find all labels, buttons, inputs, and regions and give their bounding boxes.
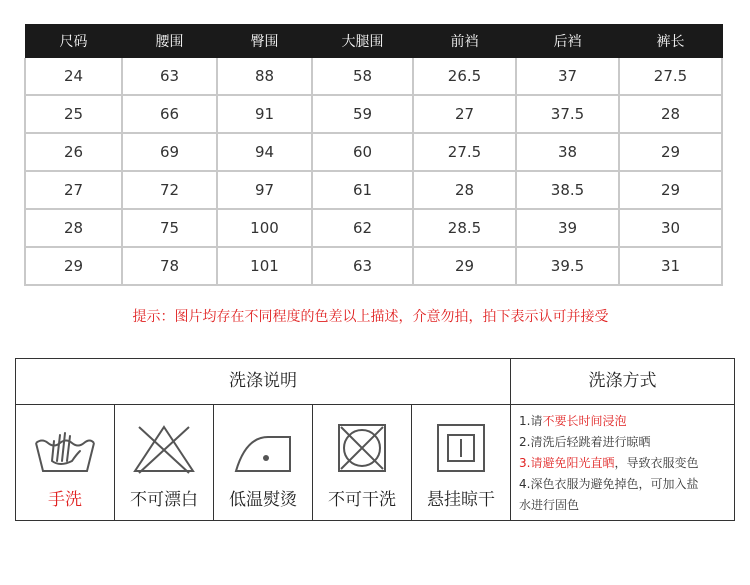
care-item-low-iron <box>214 405 313 521</box>
table-cell: 29 <box>619 171 722 209</box>
care-item-no-bleach <box>115 405 214 521</box>
washing-method-title: 洗涤方式 <box>588 371 657 391</box>
table-cell: 38.5 <box>516 171 619 209</box>
care-item-hang-dry <box>412 405 511 521</box>
table-cell: 78 <box>122 247 217 285</box>
table-cell: 59 <box>312 95 413 133</box>
color-difference-tip: 提示：图片均存在不同程度的色差以上描述，介意勿拍，拍下表示认可并接受 <box>132 309 609 325</box>
table-cell: 28 <box>413 171 516 209</box>
no-bleach-icon <box>129 421 199 477</box>
care-label: 手洗 <box>48 490 82 510</box>
table-cell: 24 <box>25 58 122 95</box>
table-cell: 28.5 <box>413 209 516 247</box>
table-cell: 91 <box>217 95 312 133</box>
care-body <box>16 404 734 521</box>
table-cell: 58 <box>312 58 413 95</box>
table-cell: 66 <box>122 95 217 133</box>
table-cell: 37 <box>516 58 619 95</box>
table-cell: 94 <box>217 133 312 171</box>
header-front-rise: 前裆 <box>413 24 516 58</box>
table-cell: 60 <box>312 133 413 171</box>
table-cell: 28 <box>25 209 122 247</box>
table-row <box>25 133 722 171</box>
size-table-header-row <box>25 24 722 58</box>
table-cell: 27.5 <box>619 58 722 95</box>
table-row <box>25 209 722 247</box>
table-row <box>25 247 722 285</box>
header-waist: 腰围 <box>122 24 217 58</box>
table-cell: 31 <box>619 247 722 285</box>
no-dry-clean-icon <box>327 421 397 477</box>
care-item-hand-wash <box>16 405 115 521</box>
table-cell: 62 <box>312 209 413 247</box>
note-4-line-2: 水进行固色 <box>519 498 580 512</box>
table-cell: 101 <box>217 247 312 285</box>
care-table <box>15 358 735 521</box>
table-cell: 72 <box>122 171 217 209</box>
header-size: 尺码 <box>25 24 122 58</box>
care-item-no-dry-clean <box>313 405 412 521</box>
table-cell: 30 <box>619 209 722 247</box>
table-cell: 100 <box>217 209 312 247</box>
table-cell: 39.5 <box>516 247 619 285</box>
table-row <box>25 171 722 209</box>
table-row <box>25 58 722 95</box>
table-cell: 69 <box>122 133 217 171</box>
note-1: 1.请不要长时间浸泡 <box>519 414 627 428</box>
table-cell: 25 <box>25 95 122 133</box>
care-label: 低温熨烫 <box>229 490 297 510</box>
table-cell: 63 <box>122 58 217 95</box>
care-label: 悬挂晾干 <box>427 490 495 510</box>
note-2: 2.清洗后轻跳着进行晾晒 <box>519 435 651 449</box>
care-label: 不可漂白 <box>130 490 198 510</box>
hand-wash-icon <box>30 421 100 477</box>
table-cell: 27.5 <box>413 133 516 171</box>
note-3: 3.请避免阳光直晒，导致衣服变色 <box>519 456 699 470</box>
table-cell: 29 <box>619 133 722 171</box>
size-table <box>24 24 723 286</box>
header-length: 裤长 <box>619 24 722 58</box>
table-cell: 27 <box>413 95 516 133</box>
table-cell: 88 <box>217 58 312 95</box>
low-iron-icon <box>228 421 298 477</box>
table-cell: 37.5 <box>516 95 619 133</box>
table-cell: 63 <box>312 247 413 285</box>
washing-notes <box>519 411 731 516</box>
table-cell: 26 <box>25 133 122 171</box>
table-cell: 29 <box>413 247 516 285</box>
table-cell: 26.5 <box>413 58 516 95</box>
header-back-rise: 后裆 <box>516 24 619 58</box>
header-hip: 臀围 <box>217 24 312 58</box>
table-cell: 27 <box>25 171 122 209</box>
hang-dry-icon <box>426 421 496 477</box>
table-cell: 38 <box>516 133 619 171</box>
table-cell: 61 <box>312 171 413 209</box>
table-cell: 29 <box>25 247 122 285</box>
table-cell: 75 <box>122 209 217 247</box>
table-cell: 28 <box>619 95 722 133</box>
table-cell: 39 <box>516 209 619 247</box>
washing-instructions-title: 洗涤说明 <box>16 359 511 404</box>
header-thigh: 大腿围 <box>312 24 413 58</box>
table-row <box>25 95 722 133</box>
care-label: 不可干洗 <box>328 490 396 510</box>
table-cell: 97 <box>217 171 312 209</box>
note-4-line-1: 4.深色衣服为避免掉色，可加入盐 <box>519 477 699 491</box>
